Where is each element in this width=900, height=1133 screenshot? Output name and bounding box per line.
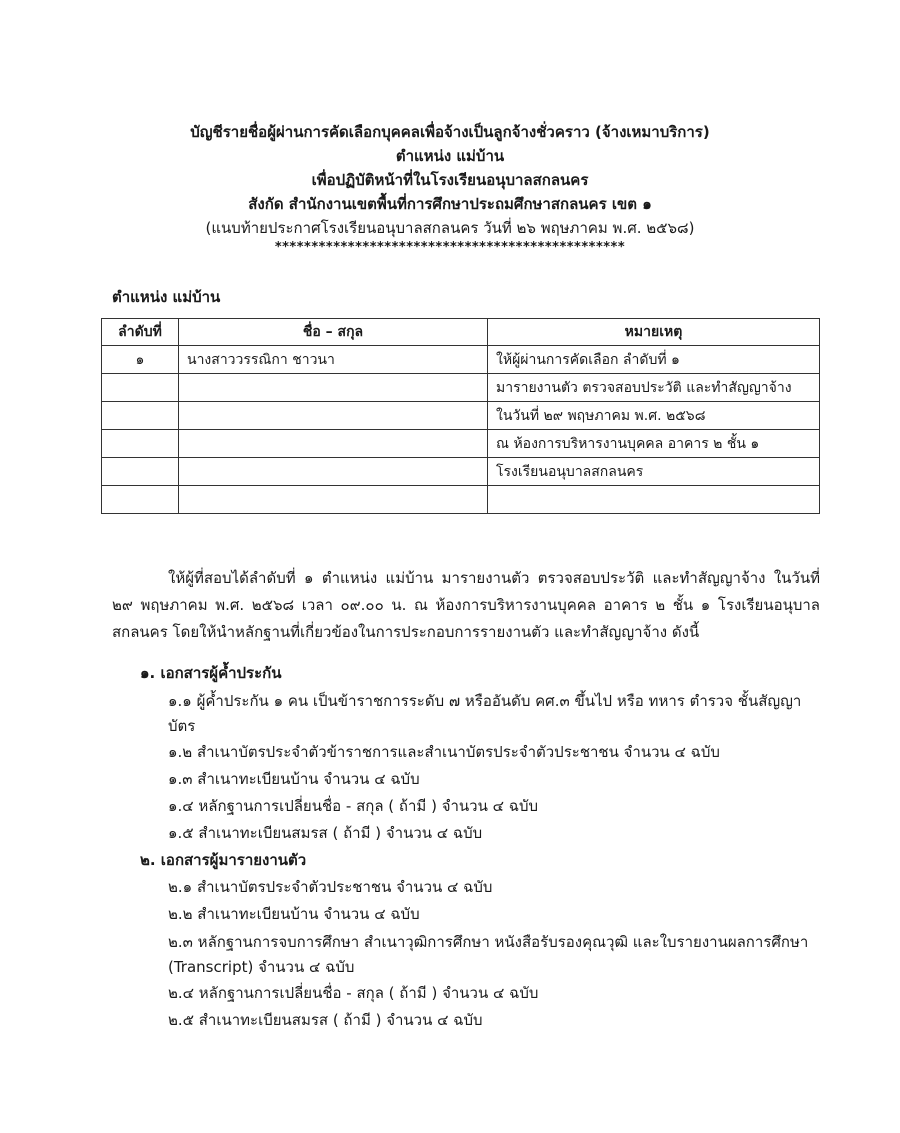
- cell-name: [179, 374, 488, 402]
- cell-order: [102, 458, 179, 486]
- table-row: [102, 486, 820, 514]
- cell-order: [102, 374, 179, 402]
- list-item: ๒.๓ หลักฐานการจบการศึกษา สำเนาวุฒิการศึกษา หนังสือรับรองคุณวุฒิ และใบรายงานผลการศึกษา (Transcript) จำนวน ๔ ฉบับ: [168, 933, 809, 976]
- list-item: ๒.๒ สำเนาทะเบียนบ้าน จำนวน ๔ ฉบับ: [168, 905, 420, 923]
- cell-order: [102, 402, 179, 430]
- list-item: ๒.๑ สำเนาบัตรประจำตัวประชาชน จำนวน ๔ ฉบับ: [168, 878, 493, 896]
- cell-order: ๑: [102, 346, 179, 374]
- candidate-table: [101, 318, 820, 514]
- list-item: ๑.๒ สำเนาบัตรประจำตัวข้าราชการและสำเนาบัตรประจำตัวประชาชน จำนวน ๔ ฉบับ: [168, 743, 720, 761]
- list-item: ๒.๔ หลักฐานการเปลี่ยนชื่อ - สกุล ( ถ้ามี ) จำนวน ๔ ฉบับ: [168, 984, 539, 1002]
- cell-order: [102, 430, 179, 458]
- cell-remark: ณ ห้องการบริหารงานบุคคล อาคาร ๒ ชั้น ๑: [488, 430, 820, 458]
- column-header-remark: หมายเหตุ: [488, 319, 820, 346]
- cell-remark: ให้ผู้ผ่านการคัดเลือก ลำดับที่ ๑: [488, 346, 820, 374]
- document-header: [0, 120, 900, 255]
- position-label: ตำแหน่ง แม่บ้าน: [112, 288, 221, 306]
- header-position: ตำแหน่ง แม่บ้าน: [395, 147, 505, 165]
- header-affiliation: สังกัด สำนักงานเขตพื้นที่การศึกษาประถมศึกษาสกลนคร เขต ๑: [248, 195, 652, 213]
- header-attachment-note: (แนบท้ายประกาศโรงเรียนอนุบาลสกลนคร วันที่ ๒๖ พฤษภาคม พ.ศ. ๒๕๖๘): [205, 219, 695, 237]
- header-divider: ************************************************: [274, 240, 626, 255]
- table-row: [102, 346, 820, 374]
- table-row: [102, 402, 820, 430]
- section-heading-reporter: ๒. เอกสารผู้มารายงานตัว: [140, 851, 307, 869]
- cell-name: [179, 486, 488, 514]
- instruction-paragraph: [112, 565, 820, 646]
- list-item: ๑.๔ หลักฐานการเปลี่ยนชื่อ - สกุล ( ถ้ามี ) จำนวน ๔ ฉบับ: [168, 797, 538, 815]
- cell-name: นางสาววรรณิกา ชาวนา: [179, 346, 488, 374]
- table-row: [102, 374, 820, 402]
- section-heading-guarantor: ๑. เอกสารผู้ค้ำประกัน: [140, 664, 282, 682]
- list-item: ๑.๕ สำเนาทะเบียนสมรส ( ถ้ามี ) จำนวน ๔ ฉบับ: [168, 824, 483, 842]
- cell-name: [179, 458, 488, 486]
- cell-remark: มารายงานตัว ตรวจสอบประวัติ และทำสัญญาจ้าง: [488, 374, 820, 402]
- cell-name: [179, 402, 488, 430]
- instruction-text: ให้ผู้ที่สอบได้ลำดับที่ ๑ ตำแหน่ง แม่บ้าน มารายงานตัว ตรวจสอบประวัติ และทำสัญญาจ้าง ในวันที่ ๒๙ พฤษภาคม พ.ศ. ๒๕๖๘ เวลา ๐๙.๐๐ น. ณ ห้องการบริหารงานบุคคล อาคาร ๒ ชั้น ๑ โรงเรียนอนุบาลสกลนคร โดยให้นำหลักฐานที่เกี่ยวข้องในการประกอบการรายงานตัว และทำสัญญาจ้าง ดังนี้: [112, 569, 820, 641]
- table-header-row: [102, 319, 820, 346]
- column-header-order: ลำดับที่: [102, 319, 179, 346]
- cell-order: [102, 486, 179, 514]
- table-row: [102, 430, 820, 458]
- table-row: [102, 458, 820, 486]
- list-item: ๑.๓ สำเนาทะเบียนบ้าน จำนวน ๔ ฉบับ: [168, 770, 420, 788]
- cell-name: [179, 430, 488, 458]
- cell-remark: ในวันที่ ๒๙ พฤษภาคม พ.ศ. ๒๕๖๘: [488, 402, 820, 430]
- list-item: ๑.๑ ผู้ค้ำประกัน ๑ คน เป็นข้าราชการระดับ ๗ หรืออันดับ คศ.๓ ขึ้นไป หรือ ทหาร ตำรวจ ชั้นสัญญาบัตร: [168, 692, 802, 735]
- header-purpose: เพื่อปฏิบัติหน้าที่ในโรงเรียนอนุบาลสกลนคร: [311, 171, 589, 189]
- header-title: บัญชีรายชื่อผู้ผ่านการคัดเลือกบุคคลเพื่อจ้างเป็นลูกจ้างชั่วคราว (จ้างเหมาบริการ): [190, 123, 710, 141]
- cell-remark: [488, 486, 820, 514]
- cell-remark: โรงเรียนอนุบาลสกลนคร: [488, 458, 820, 486]
- list-item: ๒.๕ สำเนาทะเบียนสมรส ( ถ้ามี ) จำนวน ๔ ฉบับ: [168, 1011, 483, 1029]
- document-requirements: [140, 660, 820, 1034]
- column-header-name: ชื่อ – สกุล: [179, 319, 488, 346]
